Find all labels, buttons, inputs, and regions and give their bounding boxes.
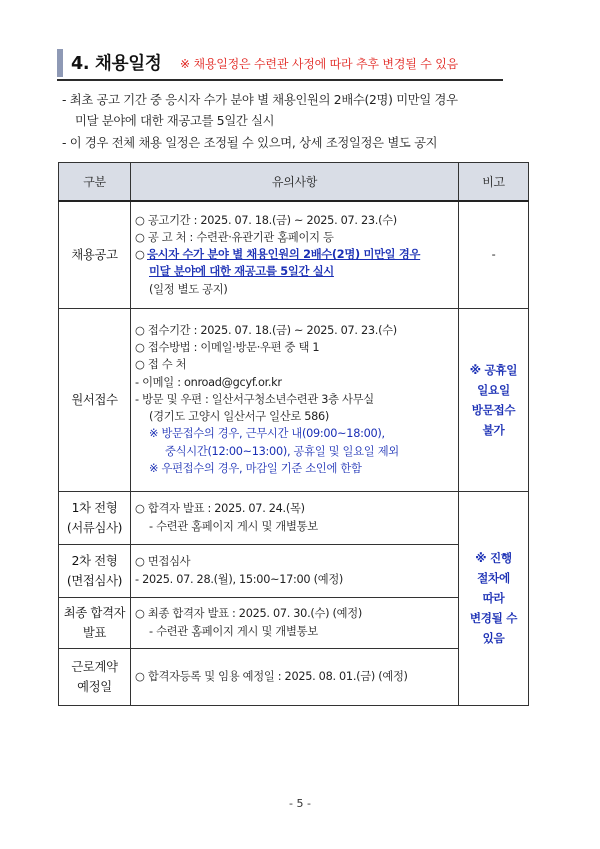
bullet-line-1: - 최초 공고 기간 중 응시자 수가 분야 별 채용인원의 2배수(2명) 미만일 경우 — [62, 93, 458, 107]
remark-process: ※ 진행 절차에 따라 변경될 수 있음 — [459, 491, 529, 705]
section-underline — [57, 79, 503, 81]
remark-recruit: - — [459, 201, 529, 308]
notes-recruit: ○ 공고기간 : 2025. 07. 18.(금) ~ 2025. 07. 23.(수) ○ 공 고 처 : 수련관·유관기관 홈페이지 등 ○ 응시자 수가 분야 별 채용인원의 2배수(2명) 미만일 경우 미달 분야에 대한 재공고를 5일간 실시 (일정 별도 공지) — [131, 201, 459, 308]
category-final: 최종 합격자 발표 — [59, 597, 131, 648]
table-row-apply — [59, 308, 529, 491]
header-notes: 유의사항 — [131, 163, 459, 202]
header-category: 구분 — [59, 163, 131, 202]
notes-apply: ○ 접수기간 : 2025. 07. 18.(금) ~ 2025. 07. 23.(수) ○ 접수방법 : 이메일·방문·우편 중 택 1 ○ 접 수 처 - 이메일 : onroad@gcyf.or.kr - 방문 및 우편 : 일산서구청소년수련관 3층 사무실 (경기도 고양시 일산서구 일산로 586) ※ 방문접수의 경우, 근무시간 내(09:00~18:00), 중식시간(12:00~13:00), 공휴일 및 일요일 제외 ※ 우편접수의 경우, 마감일 기준 소인에 한함 — [131, 308, 459, 491]
section-accent-bar — [57, 49, 63, 77]
notes-stage1: ○ 합격자 발표 : 2025. 07. 24.(목) - 수련관 홈페이지 게시 및 개별통보 — [131, 491, 459, 544]
header-remarks: 비고 — [459, 163, 529, 202]
schedule-table — [58, 162, 529, 706]
section-title: 4. 채용일정 — [71, 54, 162, 74]
notes-final: ○ 최종 합격자 발표 : 2025. 07. 30.(수) (예정) - 수련관 홈페이지 게시 및 개별통보 — [131, 597, 459, 648]
table-row-final — [59, 597, 529, 648]
category-stage1: 1차 전형 (서류심사) — [59, 491, 131, 544]
notes-contract: ○ 합격자등록 및 임용 예정일 : 2025. 08. 01.(금) (예정) — [131, 648, 459, 705]
page-number: - 5 - — [289, 797, 311, 810]
bullet-line-2: 미달 분야에 대한 재공고를 5일간 실시 — [75, 114, 275, 128]
bullet-line-3: - 이 경우 전체 채용 일정은 조정될 수 있으며, 상세 조정일정은 별도 공지 — [62, 136, 438, 150]
section-notice: ※ 채용일정은 수련관 사정에 따라 추후 변경될 수 있음 — [180, 57, 459, 71]
notes-stage2: ○ 면접심사 - 2025. 07. 28.(월), 15:00~17:00 (예정) — [131, 544, 459, 597]
table-row-stage2 — [59, 544, 529, 597]
re-announcement-notice: 응시자 수가 분야 별 채용인원의 2배수(2명) 미만일 경우 — [147, 248, 421, 262]
category-apply: 원서접수 — [59, 308, 131, 491]
category-contract: 근로계약 예정일 — [59, 648, 131, 705]
category-recruit: 채용공고 — [59, 201, 131, 308]
table-row-contract — [59, 648, 529, 705]
category-stage2: 2차 전형 (면접심사) — [59, 544, 131, 597]
apply-email: - 이메일 : onroad@gcyf.or.kr — [135, 375, 282, 389]
table-row-recruit — [59, 201, 529, 308]
table-row-stage1 — [59, 491, 529, 544]
remark-apply: ※ 공휴일 일요일 방문접수 불가 — [459, 308, 529, 491]
table-header-row — [59, 163, 529, 202]
